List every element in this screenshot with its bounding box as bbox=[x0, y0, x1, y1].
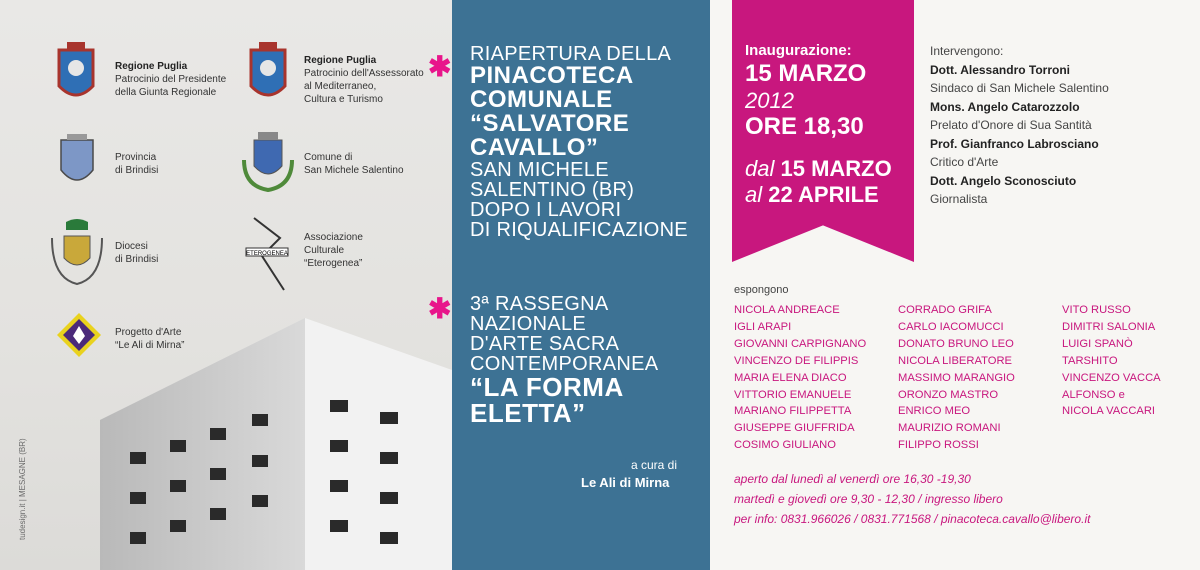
logo-caption-5: Diocesi di Brindisi bbox=[115, 241, 159, 265]
contact-info: per info: 0831.966026 / 0831.771568 / pinacoteca.cavallo@libero.it bbox=[734, 512, 1091, 526]
exhibitors-column-2 bbox=[898, 302, 1015, 454]
title-line: 3ª RASSEGNA bbox=[470, 293, 609, 315]
title-line: SALENTINO (BR) bbox=[470, 179, 635, 201]
exhibitor-name: MARIA ELENA DIACO bbox=[734, 371, 847, 384]
date-range-from bbox=[745, 156, 892, 182]
speaker-name: Dott. Alessandro Torroni bbox=[930, 62, 1071, 77]
curator-name: Le Ali di Mirna bbox=[581, 475, 670, 490]
exhibitor-name: DIMITRI SALONIA bbox=[1062, 320, 1156, 333]
title-line: DI RIQUALIFICAZIONE bbox=[470, 219, 688, 241]
diocesi-crest-icon bbox=[46, 218, 108, 288]
title-exhibition bbox=[470, 294, 710, 426]
exhibitors-column-1 bbox=[734, 302, 866, 454]
speaker-role: Giornalista bbox=[930, 192, 988, 206]
speaker-role: Critico d'Arte bbox=[930, 155, 999, 169]
title-line: SAN MICHELE bbox=[470, 159, 609, 181]
san-michele-crest-icon bbox=[240, 130, 296, 192]
exhibitor-name: CORRADO GRIFA bbox=[898, 304, 992, 316]
opening-hours-morning: martedì e giovedì ore 9,30 - 12,30 / ingresso libero bbox=[734, 492, 1003, 506]
date-range-to bbox=[745, 182, 879, 208]
regione-puglia-crest-icon bbox=[245, 42, 291, 108]
logo-caption-4: Comune di San Michele Salentino bbox=[304, 152, 404, 176]
to-prefix: al bbox=[745, 182, 763, 207]
exhibitor-name: VINCENZO VACCA bbox=[1062, 371, 1161, 384]
exhibitor-name: LUIGI SPANÒ bbox=[1062, 337, 1133, 350]
logo-caption-7: Progetto d'Arte “Le Ali di Mirna” bbox=[115, 327, 185, 351]
exhibitor-name: TARSHITO bbox=[1062, 354, 1118, 367]
inauguration-year: 2012 bbox=[745, 88, 794, 113]
asterisk-icon: ✱ bbox=[428, 293, 452, 324]
title-line: NAZIONALE bbox=[470, 313, 587, 335]
speaker-role: Sindaco di San Michele Salentino bbox=[930, 81, 1109, 95]
exhibitor-name: ENRICO MEO bbox=[898, 405, 971, 418]
to-date: 22 APRILE bbox=[768, 182, 879, 207]
title-line: RIAPERTURA DELLA bbox=[470, 43, 672, 65]
inauguration-date: 15 MARZO bbox=[745, 60, 867, 87]
exhibitor-name: NICOLA LIBERATORE bbox=[898, 354, 1012, 367]
title-line: ELETTA” bbox=[470, 398, 586, 428]
title-line: COMUNALE bbox=[470, 86, 613, 113]
inauguration-time: ORE 18,30 bbox=[745, 113, 864, 140]
exhibitor-name: VITO RUSSO bbox=[1062, 304, 1131, 316]
title-line: CAVALLO” bbox=[470, 134, 599, 161]
exhibitor-name: NICOLA VACCARI bbox=[1062, 405, 1156, 418]
asterisk-icon: ✱ bbox=[428, 51, 452, 82]
speaker-name: Prof. Gianfranco Labrosciano bbox=[930, 136, 1099, 151]
title-line: DOPO I LAVORI bbox=[470, 199, 622, 221]
logo-caption-6: Associazione Culturale “Eterogenea” bbox=[304, 232, 363, 269]
exhibitor-name: ORONZO MASTRO bbox=[898, 388, 999, 401]
speaker-role: Prelato d'Onore di Sua Santità bbox=[930, 118, 1092, 132]
from-prefix: dal bbox=[745, 156, 775, 181]
title-line: D'ARTE SACRA bbox=[470, 333, 620, 355]
svg-text:ETEROGENEA: ETEROGENEA bbox=[246, 251, 288, 257]
exhibitor-name: GIUSEPPE GIUFFRIDA bbox=[734, 422, 855, 435]
logo-caption-1: Regione Puglia Patrocinio del Presidente della Giunta Regionale bbox=[115, 61, 227, 98]
exhibitor-name: MASSIMO MARANGIO bbox=[898, 371, 1015, 384]
exhibitor-name: ALFONSO e bbox=[1062, 388, 1125, 401]
exhibitor-name: MAURIZIO ROMANI bbox=[898, 422, 1001, 435]
regione-puglia-crest-icon bbox=[53, 42, 99, 108]
exhibitor-name: IGLI ARAPI bbox=[734, 320, 792, 333]
opening-hours-weekdays: aperto dal lunedì al venerdì ore 16,30 -19,30 bbox=[734, 472, 971, 486]
exhibitor-name: GIOVANNI CARPIGNANO bbox=[734, 337, 867, 350]
exhibitor-name: NICOLA ANDREACE bbox=[734, 304, 840, 316]
left-panel bbox=[0, 0, 452, 570]
exhibitor-name: COSIMO GIULIANO bbox=[734, 439, 836, 452]
speakers-list bbox=[930, 42, 1109, 209]
exhibitor-name: FILIPPO ROSSI bbox=[898, 439, 979, 452]
inauguration-label: Inaugurazione: bbox=[745, 42, 852, 59]
logo-caption-2: Regione Puglia Patrocinio dell'Assessorato al Mediterraneo, Cultura e Turismo bbox=[304, 55, 424, 105]
curator-label: a cura di bbox=[631, 458, 678, 472]
title-line: PINACOTECA bbox=[470, 62, 634, 89]
title-reopening bbox=[470, 44, 710, 240]
from-date: 15 MARZO bbox=[780, 156, 892, 181]
exhibitors-label: espongono bbox=[734, 284, 789, 296]
exhibitor-name: CARLO IACOMUCCI bbox=[898, 320, 1004, 333]
speaker-name: Dott. Angelo Sconosciuto bbox=[930, 173, 1077, 188]
speakers-label: Intervengono: bbox=[930, 44, 1004, 58]
exhibitor-name: VITTORIO EMANUELE bbox=[734, 388, 852, 401]
speaker-name: Mons. Angelo Catarozzolo bbox=[930, 99, 1080, 114]
title-line: “SALVATORE bbox=[470, 110, 630, 137]
logo-caption-3: Provincia di Brindisi bbox=[115, 152, 159, 176]
eterogenea-logo-icon bbox=[244, 214, 290, 294]
exhibitor-name: MARIANO FILIPPETTA bbox=[734, 405, 852, 418]
designer-credit: tudesign.it | MESAGNE (BR) bbox=[18, 438, 27, 540]
provincia-brindisi-crest-icon bbox=[57, 134, 97, 194]
exhibitors-column-3 bbox=[1062, 302, 1161, 420]
exhibitor-name: VINCENZO DE FILIPPIS bbox=[734, 354, 859, 367]
title-line: “LA FORMA bbox=[470, 372, 624, 402]
ali-di-mirna-logo-icon bbox=[56, 312, 102, 358]
title-line: CONTEMPORANEA bbox=[470, 353, 659, 375]
exhibitor-name: DONATO BRUNO LEO bbox=[898, 337, 1014, 350]
